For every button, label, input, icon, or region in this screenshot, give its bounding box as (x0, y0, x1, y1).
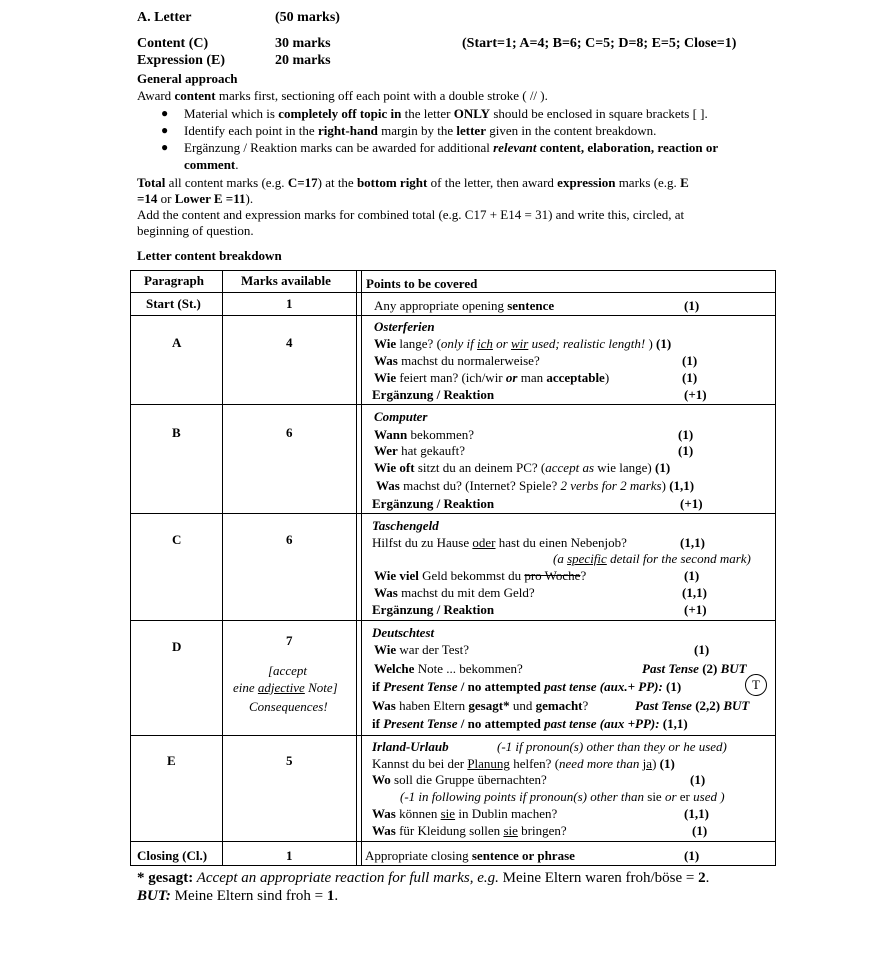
row-a-mark: (1) (682, 370, 698, 385)
approach-line1: Award content marks first, sectioning off each point with a double stroke ( // ). (137, 88, 548, 103)
row-closing-paragraph: Closing (Cl.) (137, 848, 208, 863)
total-line1: Total all content marks (e.g. C=17) at the bottom right of the letter, then award expression marks (e.g. E (137, 175, 689, 190)
approach-heading: General approach (137, 71, 238, 86)
row-b-mark: (1) (678, 427, 694, 442)
row-c-marks: 6 (286, 532, 293, 547)
content-marks: 30 marks (275, 36, 331, 51)
row-closing-marks: 1 (286, 848, 293, 863)
header-paragraph: Paragraph (144, 273, 204, 288)
bullet-icon: ● (161, 123, 169, 137)
row-b-point: Was machst du? (Internet? Spiele? 2 verbs for 2 marks) (1,1) (376, 478, 695, 493)
row-a-marks: 4 (286, 335, 293, 350)
bullet-icon: ● (161, 106, 169, 120)
row-a-paragraph: A (172, 335, 182, 350)
row-b-point: Wie oft sitzt du an deinem PC? (accept as wie lange) (1) (374, 460, 671, 475)
row-b-marks: 6 (286, 425, 293, 440)
row-d-paragraph: D (172, 639, 182, 654)
row-a-title: Osterferien (374, 319, 435, 334)
row-d-point: Was haben Eltern gesagt* und gemacht? (372, 698, 589, 713)
row-e-point: Was können sie in Dublin machen? (372, 806, 558, 821)
row-c-note: (a specific detail for the second mark) (553, 551, 751, 566)
row-e-mark: (1,1) (684, 806, 709, 821)
bullet-item-cont: comment. (184, 157, 239, 172)
row-b-point: Wann bekommen? (374, 427, 475, 442)
row-a-point: Was machst du normalerweise? (374, 353, 540, 368)
row-c-extra: Ergänzung / Reaktion (372, 602, 495, 617)
row-b-paragraph: B (172, 425, 181, 440)
row-c-paragraph: C (172, 532, 182, 547)
marks-breakdown: (Start=1; A=4; B=6; C=5; D=8; E=5; Close=1) (462, 36, 737, 51)
header-points: Points to be covered (366, 276, 478, 291)
row-d-rule: Past Tense (2) BUT (642, 661, 747, 676)
circled-t-mark: T (745, 674, 767, 696)
table-title: Letter content breakdown (137, 248, 282, 263)
row-c-title: Taschengeld (372, 518, 439, 533)
bullet-item: Identify each point in the right-hand margin by the letter given in the content breakdown. (184, 123, 657, 138)
row-a-point: Wie lange? (only if ich or wir used; realistic length! ) (1) (374, 336, 672, 351)
row-e-point: Was für Kleidung sollen sie bringen? (372, 823, 567, 838)
row-e-mark: (1) (690, 772, 706, 787)
row-c-mark: (1) (684, 568, 700, 583)
expression-label: Expression (E) (137, 53, 226, 68)
row-d-marks-note: [accept (268, 663, 307, 678)
row-d-point: Welche Note ... bekommen? (374, 661, 523, 676)
row-start-mark: (1) (684, 298, 700, 313)
content-label: Content (C) (137, 36, 209, 51)
footnote-line2: BUT: Meine Eltern sind froh = 1. (137, 888, 339, 904)
row-e-mark: (1) (692, 823, 708, 838)
section-title: A. Letter (137, 10, 192, 25)
row-d-title: Deutschtest (372, 625, 435, 640)
row-e-note: (-1 in following points if pronoun(s) other than sie or er used ) (400, 789, 725, 804)
header-marks: Marks available (241, 273, 331, 288)
row-d-marks-note: Consequences! (249, 699, 328, 714)
row-c-mark: (1,1) (680, 535, 705, 550)
row-e-paragraph: E (167, 753, 176, 768)
row-e-point: Wo soll die Gruppe übernachten? (372, 772, 547, 787)
row-d-mark: (1) (694, 642, 710, 657)
row-e-point: Kannst du bei der Planung helfen? (need more than ja) (1) (372, 756, 675, 771)
add-line2: beginning of question. (137, 223, 254, 238)
row-b-mark: (+1) (680, 496, 703, 511)
row-a-mark: (1) (682, 353, 698, 368)
row-a-extra: Ergänzung / Reaktion (372, 387, 495, 402)
row-b-title: Computer (374, 409, 428, 424)
row-start-paragraph: Start (St.) (146, 296, 201, 311)
row-b-point: Wer hat gekauft? (374, 443, 465, 458)
row-d-rule: Past Tense (2,2) BUT (635, 698, 750, 713)
row-d-marks-note: eine adjective Note] (233, 680, 338, 695)
row-b-mark: (1) (678, 443, 694, 458)
row-c-point: Hilfst du zu Hause oder hast du einen Nebenjob? (372, 535, 627, 550)
row-d-point: Wie war der Test? (374, 642, 470, 657)
row-e-title-note: (-1 if pronoun(s) other than they or he used) (497, 739, 727, 754)
footnote-line1: * gesagt: Accept an appropriate reaction for full marks, e.g. Meine Eltern waren froh/böse = 2. (137, 870, 710, 886)
total-line2: =14 or Lower E =11). (137, 191, 254, 206)
bullet-icon: ● (161, 140, 169, 154)
add-line1: Add the content and expression marks for combined total (e.g. C17 + E14 = 31) and write this, circled, at (137, 207, 685, 222)
bullet-item: Ergänzung / Reaktion marks can be awarded for additional relevant content, elaboration, reaction or (184, 140, 719, 155)
row-e-title: Irland-Urlaub (372, 739, 449, 754)
row-closing-mark: (1) (684, 848, 700, 863)
row-c-point: Was machst du mit dem Geld? (374, 585, 535, 600)
row-start-point: Any appropriate opening sentence (374, 298, 555, 313)
row-d-rule: if Present Tense / no attempted past tense (aux +PP): (1,1) (372, 716, 688, 731)
row-start-marks: 1 (286, 296, 293, 311)
section-marks: (50 marks) (275, 10, 340, 25)
row-c-mark: (1,1) (682, 585, 707, 600)
row-e-marks: 5 (286, 753, 293, 768)
row-d-rule: if Present Tense / no attempted past tense (aux.+ PP): (1) (372, 679, 682, 694)
row-d-marks: 7 (286, 633, 293, 648)
row-a-point: Wie feiert man? (ich/wir or man acceptable) (374, 370, 610, 385)
row-c-point: Wie viel Geld bekommst du pro Woche? (374, 568, 587, 583)
row-c-mark: (+1) (684, 602, 707, 617)
row-b-extra: Ergänzung / Reaktion (372, 496, 495, 511)
row-a-mark: (+1) (684, 387, 707, 402)
bullet-item: Material which is completely off topic in the letter ONLY should be enclosed in square brackets [ ]. (184, 106, 708, 121)
row-closing-point: Appropriate closing sentence or phrase (365, 848, 575, 863)
expression-marks: 20 marks (275, 53, 331, 68)
